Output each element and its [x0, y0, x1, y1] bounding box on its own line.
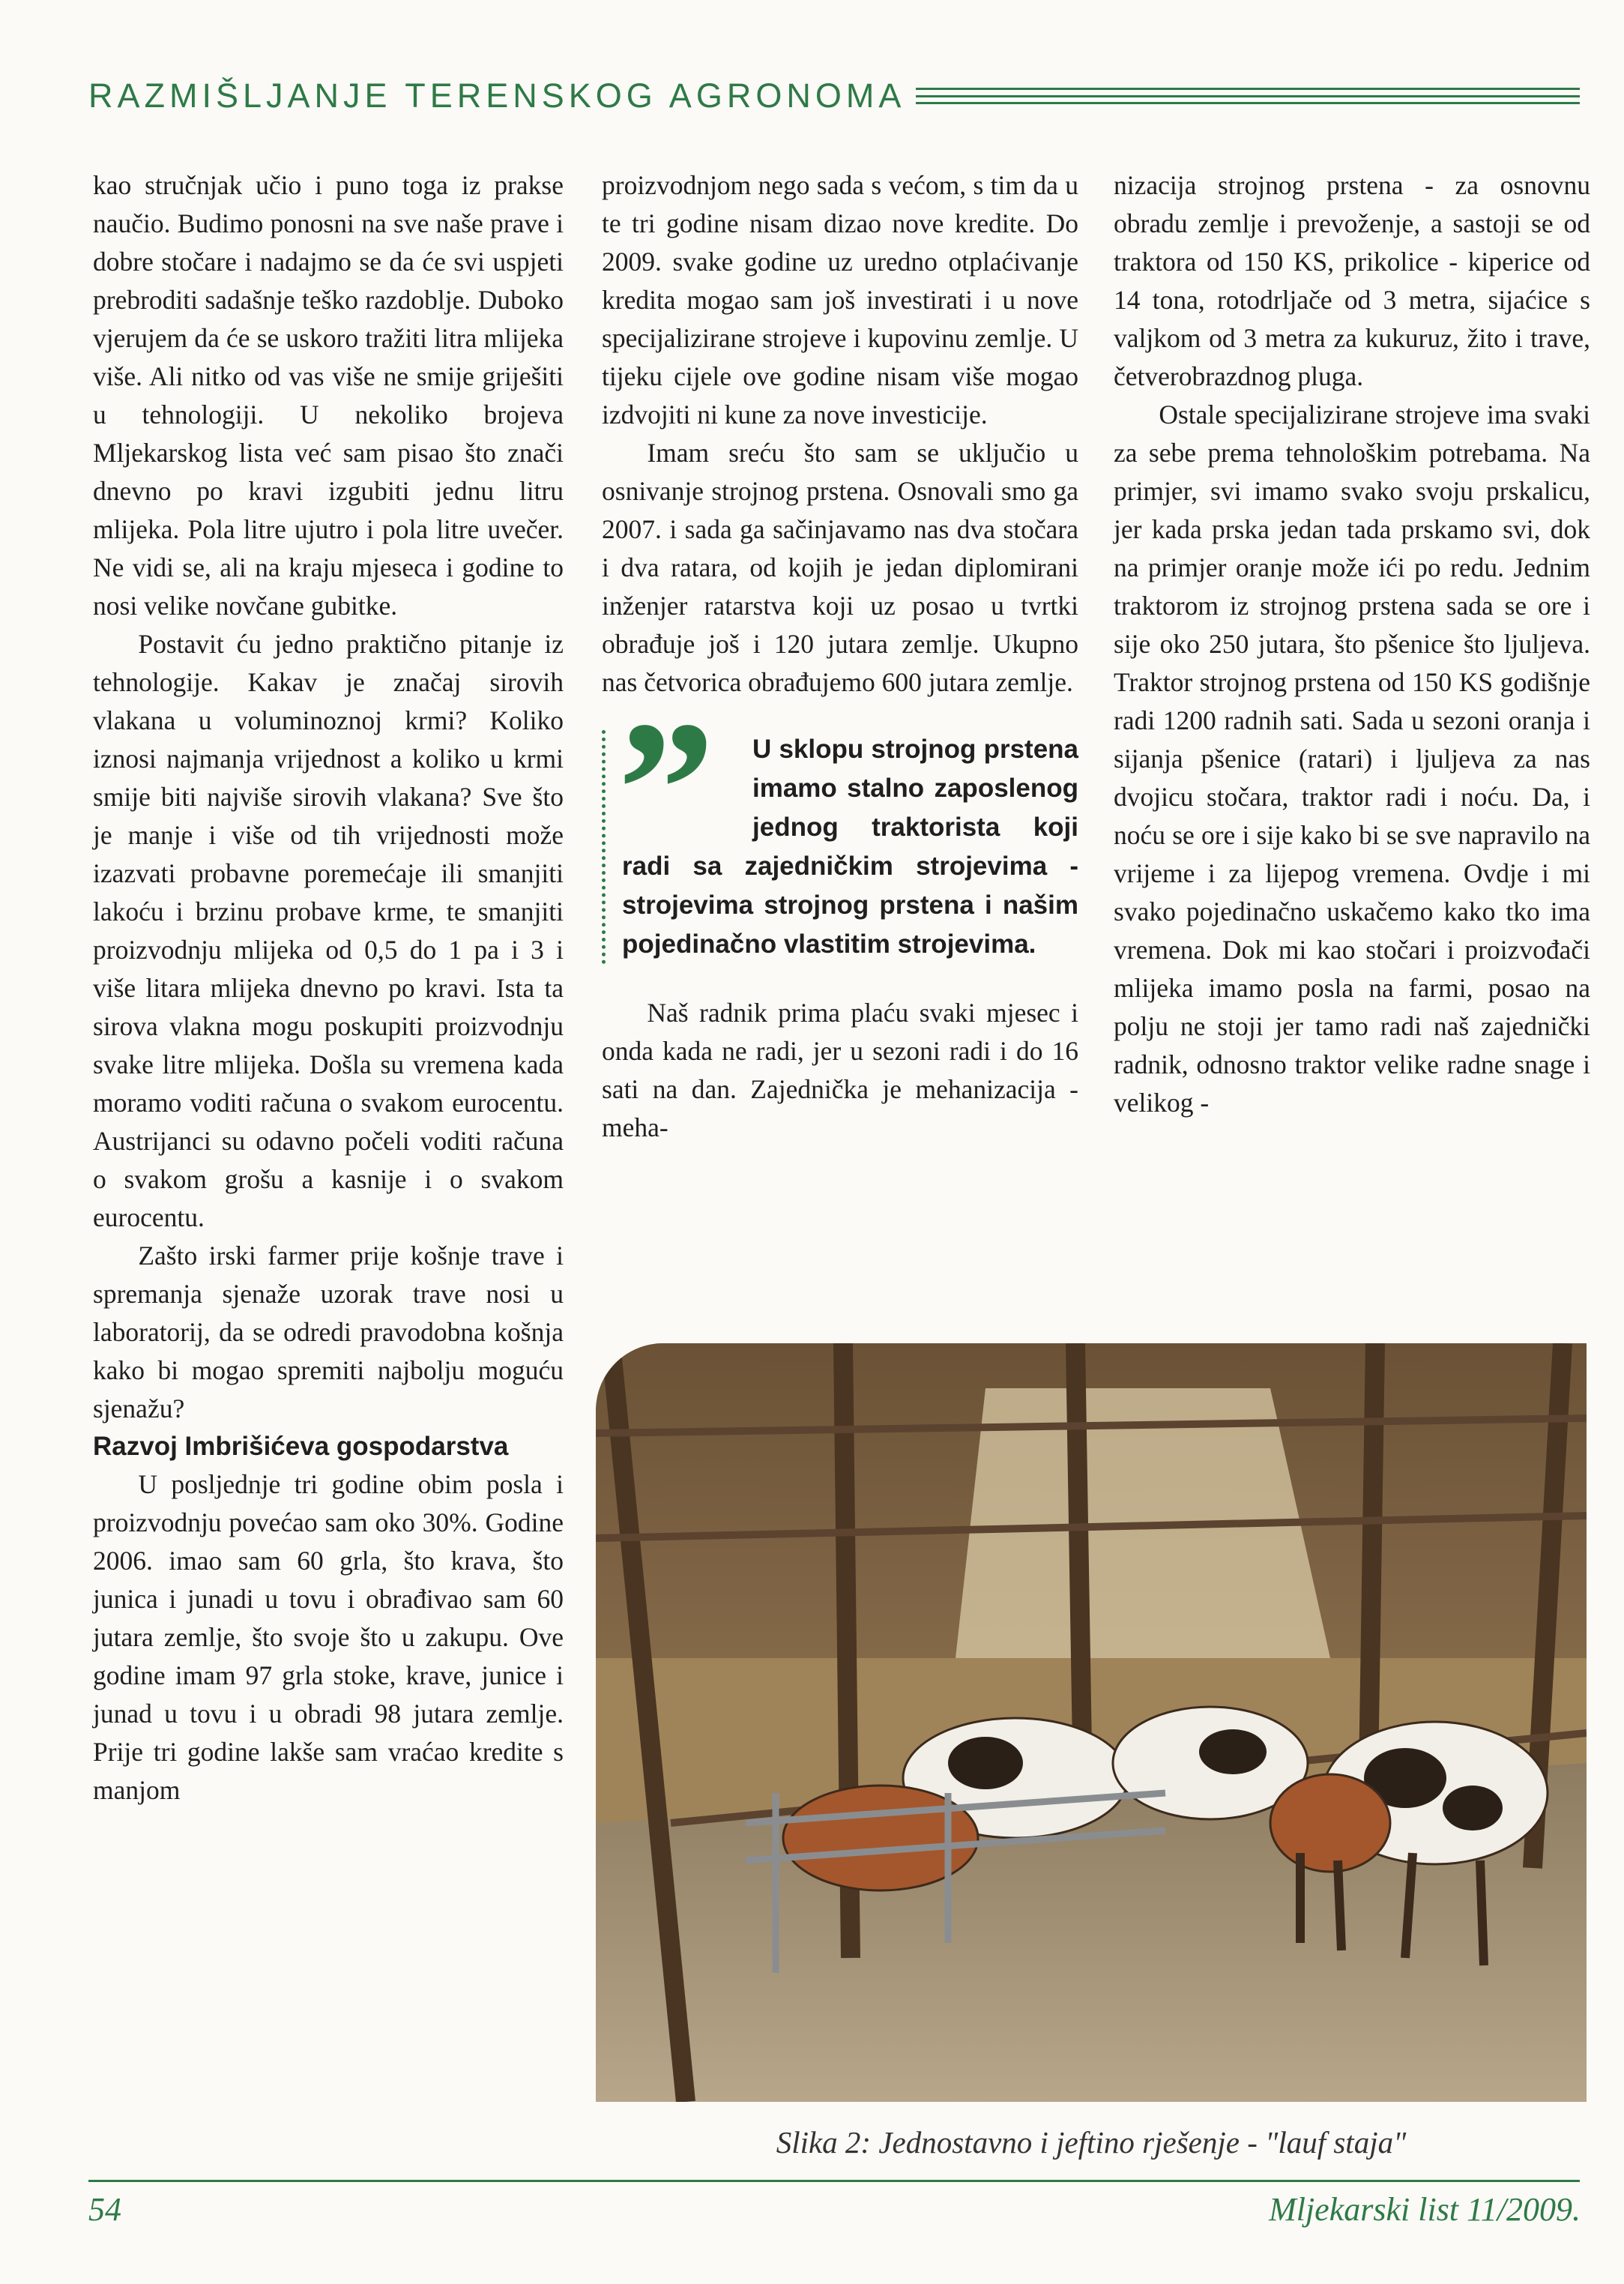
- running-header: [88, 73, 1580, 118]
- barn-photo: [596, 1343, 1587, 2102]
- paragraph: Ostale specijalizirane strojeve ima svaki za sebe prema tehnološkim potrebama. Na primjer, svi imamo svako svoju prskalicu, jer kada prska jedan tada prskamo svi, dok na primjer oranje može ići po redu. Jednim traktorom iz strojnog prstena sada se ore i sije oko 250 jutara, što pšenice što ljuljeva. Traktor strojnog prstena od 150 KS godišnje radi 1200 radnih sati. Sada u sezoni oranja i sijanja pšenice (ratari) i ljuljeva za nas dvojicu stočara, traktor radi i noću. Da, i noću se ore i sije kako bi se sve napravilo na vrijeme i za lijepog vremena. Ovdje i mi svako pojedinačno uskačemo kako tko ima vremena. Dok mi kao stočari i proizvođači mlijeka imamo posla na farmi, posao na polju ne stoji jer tamo radi naš zajednički radnik, odnosno traktor velike radne snage i velikog -: [1114, 400, 1590, 1118]
- quote-mark-icon: ”: [618, 681, 715, 897]
- paragraph: Imam sreću što sam se uključio u osnivanje strojnog prstena. Osnovali smo ga 2007. i sada ga sačinjavamo nas dva stočara i dva ratara, od kojih je jedan diplomirani inženjer ratarstva koji uz posao u tvrtki obrađuje još i 120 jutara zemlje. Ukupno nas četvorica obrađujemo 600 jutara zemlje.: [602, 438, 1078, 697]
- paragraph: U posljednje tri godine obim posla i proizvodnju povećao sam oko 30%. Godine 2006. imao sam 60 grla, što krava, što junica i junadi u tovu i obrađivao sam 60 jutara zemlje, što svoje što u zakupu. Ove godine imam 97 grla stoke, krave, junice i junad u tovu i u obradi 98 jutara zemlje. Prije tri godine lakše sam vraćao kredite s manjom: [93, 1469, 564, 1805]
- paragraph: proizvodnjom nego sada s većom, s tim da u te tri godine nisam dizao nove kredite. Do 2009. svake godine uz uredno otplaćivanje kredita mogao sam još investirati i u nove specijalizirane strojeve i kupovinu zemlje. U tijeku cijele ove godine nisam više mogao izdvojiti ni kune za nove investicije.: [602, 170, 1078, 430]
- paragraph: Naš radnik prima plaću svaki mjesec i onda kada ne radi, jer u sezoni radi i do 16 sati na dan. Zajednička je mehanizacija - meha-: [602, 998, 1078, 1142]
- column-3: [1114, 166, 1590, 1122]
- paragraph: nizacija strojnog prstena - za osnovnu obradu zemlje i prevoženje, a sastoji se od traktora od 150 KS, prikolice - kiperice od 14 tona, rotodrljače od 3 metra, sijaćice s valjkom od 3 metra za kukuruz, žito i trave, četverobrazdnog pluga.: [1114, 170, 1590, 391]
- journal-name: Mljekarski list 11/2009.: [1269, 2191, 1581, 2228]
- column-2: [602, 166, 1078, 1147]
- pull-quote-text: U sklopu strojnog prstena imamo stalno zaposlenog jednog traktorista koji radi sa zajedničkim strojevima - strojevima strojnog prstena i našim pojedinačno vlastitim strojevima.: [622, 735, 1078, 959]
- figure-caption: Slika 2: Jednostavno i jeftino rješenje - "lauf staja": [776, 2125, 1407, 2160]
- column-1: [93, 166, 564, 1810]
- section-title: RAZMIŠLJANJE TERENSKOG AGRONOMA: [88, 76, 906, 115]
- paragraph: Zašto irski farmer prije košnje trave i spremanja sjenaže uzorak trave nosi u laboratorij, da se odredi pravodobna košnja kako bi mogao spremiti najbolju moguću sjenažu?: [93, 1241, 564, 1423]
- page-number: 54: [88, 2191, 121, 2228]
- pull-quote: [602, 681, 1078, 964]
- paragraph: kao stručnjak učio i puno toga iz prakse naučio. Budimo ponosni na sve naše prave i dobre stočare i nadajmo se da će svi uspjeti prebroditi sadašnje teško razdoblje. Duboko vjerujem da će se uskoro tražiti litra mlijeka više. Ali nitko od vas više ne smije griješiti u tehnologiji. U nekoliko brojeva Mljekarskog lista već sam pisao što znači dnevno po kravi izgubiti jednu litru mlijeka. Pola litre ujutro i pola litre uvečer. Ne vidi se, ali na kraju mjeseca i godine to nosi velike novčane gubitke.: [93, 170, 564, 621]
- subheading: Razvoj Imbrišićeva gospodarstva: [93, 1432, 509, 1461]
- paragraph: Postavit ću jedno praktično pitanje iz tehnologije. Kakav je značaj sirovih vlakana u voluminoznoj krmi? Koliko iznosi najmanja vrijednost a koliko u krmi smije biti najviše sirovih vlakana? Sve što je manje i više od tih vrijednosti može izazvati probavne poremećaje ili smanjiti lakoću i brzinu probave krme, te smanjiti proizvodnju mlijeka od 0,5 do 1 pa i 3 i više litara mlijeka dnevno po kravi. Ista ta sirova vlakna mogu poskupiti proizvodnju svake litre mlijeka. Došla su vremena kada moramo voditi računa o svakom eurocentu. Austrijanci su odavno počeli voditi računa o svakom grošu a kasnije i o svakom eurocentu.: [93, 629, 564, 1232]
- footer-rule: [88, 2180, 1580, 2182]
- header-rule: [916, 88, 1580, 104]
